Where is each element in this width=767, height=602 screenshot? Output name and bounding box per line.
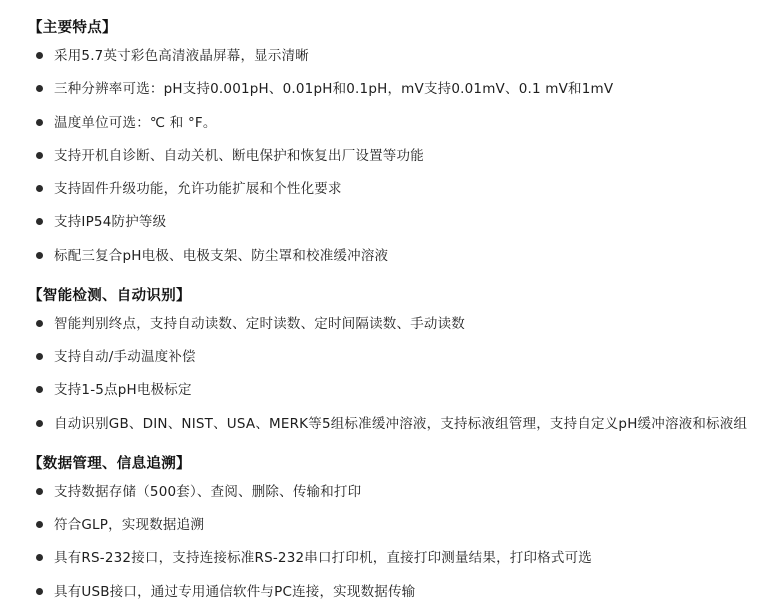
list-item — [34, 347, 749, 367]
bullet-icon — [36, 218, 43, 225]
bullet-icon — [36, 52, 43, 59]
section-title-text: 【智能检测、自动识别】 — [28, 287, 191, 304]
bullet-icon — [36, 85, 43, 92]
list-item — [34, 79, 749, 99]
feature-list — [28, 482, 749, 602]
list-item — [34, 212, 749, 232]
list-item-text: 温度单位可选：℃ 和 °F。 — [54, 114, 217, 131]
list-item — [34, 548, 749, 568]
bullet-icon — [36, 521, 43, 528]
list-item-text: 自动识别GB、DIN、NIST、USA、MERK等5组标准缓冲溶液，支持标液组管理，支持自定义pH缓冲溶液和标液组 — [54, 415, 748, 432]
section-title — [28, 282, 749, 308]
list-item — [34, 246, 749, 266]
section-title — [28, 14, 749, 40]
bullet-icon — [36, 488, 43, 495]
list-item-text: 支持数据存储（500套）、查阅、删除、传输和打印 — [54, 483, 362, 500]
bullet-icon — [36, 185, 43, 192]
list-item-text: 支持开机自诊断、自动关机、断电保护和恢复出厂设置等功能 — [54, 147, 424, 164]
section-data-management — [28, 450, 749, 602]
list-item — [34, 113, 749, 133]
section-title-text: 【数据管理、信息追溯】 — [28, 455, 191, 472]
section-main-features — [28, 14, 749, 266]
list-item — [34, 380, 749, 400]
section-title — [28, 450, 749, 476]
list-item — [34, 179, 749, 199]
list-item — [34, 314, 749, 334]
list-item-text: 采用5.7英寸彩色高清液晶屏幕，显示清晰 — [54, 48, 309, 64]
bullet-icon — [36, 554, 43, 561]
feature-list — [28, 46, 749, 266]
bullet-icon — [36, 420, 43, 427]
list-item — [34, 146, 749, 166]
bullet-icon — [36, 252, 43, 259]
list-item-text: 支持固件升级功能，允许功能扩展和个性化要求 — [54, 181, 342, 197]
list-item-text: 支持自动/手动温度补偿 — [54, 349, 196, 365]
bullet-icon — [36, 353, 43, 360]
bullet-icon — [36, 152, 43, 159]
bullet-icon — [36, 588, 43, 595]
section-title-text: 【主要特点】 — [28, 20, 117, 36]
list-item — [34, 414, 749, 434]
list-item-text: 支持1-5点pH电极标定 — [54, 382, 192, 399]
list-item — [34, 482, 749, 502]
list-item-text: 支持IP54防护等级 — [54, 214, 167, 231]
section-smart-detection — [28, 282, 749, 434]
list-item-text: 具有RS-232接口，支持连接标准RS-232串口打印机，直接打印测量结果，打印格式可选 — [54, 550, 592, 567]
list-item — [34, 582, 749, 602]
list-item-text: 标配三复合pH电极、电极支架、防尘罩和校准缓冲溶液 — [54, 247, 389, 264]
list-item-text: 智能判别终点，支持自动读数、定时读数、定时间隔读数、手动读数 — [54, 315, 465, 332]
list-item-text: 三种分辨率可选：pH支持0.001pH、0.01pH和0.1pH，mV支持0.01mV、0.1 mV和1mV — [54, 81, 614, 98]
bullet-icon — [36, 386, 43, 393]
list-item — [34, 515, 749, 535]
list-item — [34, 46, 749, 66]
feature-list — [28, 314, 749, 434]
bullet-icon — [36, 320, 43, 327]
list-item-text: 具有USB接口，通过专用通信软件与PC连接，实现数据传输 — [54, 583, 416, 600]
list-item-text: 符合GLP，实现数据追溯 — [54, 517, 205, 533]
bullet-icon — [36, 119, 43, 126]
